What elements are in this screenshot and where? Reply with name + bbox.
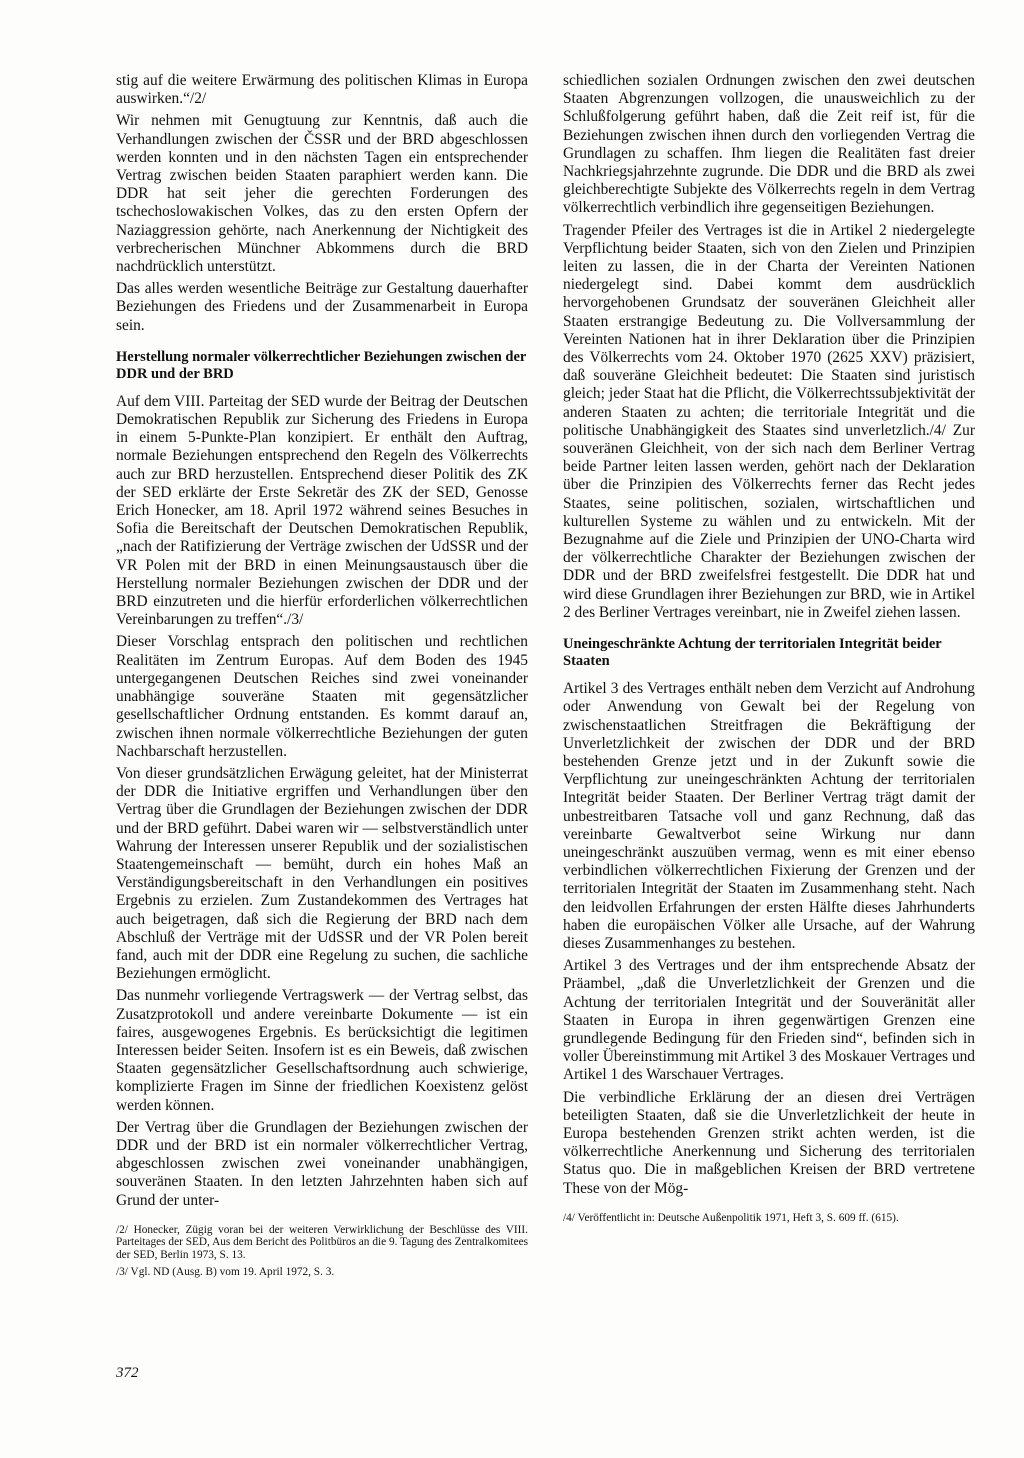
paragraph: schiedlichen sozialen Ordnungen zwischen den zwei deutschen Staaten Abgrenzungen vollzogen, die unausweichlich zu der Schlußfolgerung geführt haben, daß die Zeit reif ist, für die Beziehungen zwischen ihnen durch den vorliegenden Vertrag die Grundlagen zu schaffen. Ihm liegen die Realitäten fast dreier Nachkriegsjahrzehnte zugrunde. Die DDR und die BRD als zwei gleichberechtigte Subjekte des Völkerrechts regeln in dem Vertrag völkerrechtlich verbindlich ihre gegenseitigen Beziehungen.	[563, 72, 975, 217]
section-heading: Uneingeschränkte Achtung der territorialen Integrität beider Staaten	[563, 636, 942, 670]
paragraph: Die verbindliche Erklärung der an diesen drei Verträgen beteiligten Staaten, daß sie die Unverletzlichkeit der heute in Europa bestehenden Grenzen strikt achten werden, ist die völkerrechtliche Anerkennung und Sicherung des territorialen Status quo. Die in maßgeblichen Kreisen der BRD vertretene These von der Mög-	[563, 1088, 975, 1197]
section-heading: Herstellung normaler völkerrechtlicher Beziehungen zwischen der DDR und der BRD	[116, 348, 527, 382]
footnotes	[563, 1212, 975, 1225]
footnote-3: /3/ Vgl. ND (Ausg. B) vom 19. April 1972, S. 3.	[116, 1265, 335, 1278]
right-column	[563, 72, 975, 1228]
footnotes	[116, 1224, 528, 1278]
paragraph: Der Vertrag über die Grundlagen der Beziehungen zwischen der DDR und der BRD ist ein normaler völkerrechtlicher Vertrag, abgeschlossen zwischen zwei voneinander unabhängigen, souveränen Staaten. In den letzten Jahrzehnten haben sich auf Grund der unter-	[116, 1118, 528, 1209]
paragraph: Dieser Vorschlag entsprach den politischen und rechtlichen Realitäten im Zentrum Europas. Auf dem Boden des 1945 untergegangenen Deutschen Reiches sind zwei voneinander unabhängige souveräne Staaten mit gegensätzlicher gesellschaftlicher Ordnung entstanden. Es kommt darauf an, zwischen ihnen normale völkerrechtliche Beziehungen der guten Nachbarschaft herzustellen.	[116, 633, 528, 760]
paragraph: Das nunmehr vorliegende Vertragswerk — der Vertrag selbst, das Zusatzprotokoll und andere vereinbarte Dokumente — ist ein faires, ausgewogenes Ergebnis. Es berücksichtigt die legitimen Interessen beider Seiten. Insofern ist es ein Beweis, daß zwischen Staaten gegensätzlicher Gesellschaftsordnung auch schwierige, komplizierte Fragen im Sinne der friedlichen Koexistenz gelöst werden können.	[116, 987, 528, 1114]
paragraph: Von dieser grundsätzlichen Erwägung geleitet, hat der Ministerrat der DDR die Initiative ergriffen und Verhandlungen über den Vertrag über die Grundlagen der Beziehungen zwischen der DDR und der BRD geführt. Dabei waren wir — selbstverständlich unter Wahrung der Interessen unserer Republik und der sozialistischen Staatengemeinschaft — bemüht, durch ein hohes Maß an Verständigungsbereitschaft in den Verhandlungen ein positives Ergebnis zu erzielen. Zum Zustandekommen des Vertrages hat auch beigetragen, daß sich die Regierung der BRD nach dem Abschluß der Verträge mit der UdSSR und der VR Polen bereit fand, auch mit der DDR eine Regelung zu suchen, die sachliche Beziehungen ermöglicht.	[116, 764, 528, 983]
paragraph: Tragender Pfeiler des Vertrages ist die in Artikel 2 niedergelegte Verpflichtung beider Staaten, sich von den Zielen und Prinzipien leiten zu lassen, die in der Charta der Vereinten Nationen niedergelegt sind. Dabei kommt dem ausdrücklich hervorgehobenen Grundsatz der souveränen Gleichheit aller Staaten erstrangige Bedeutung zu. Die Vollversammlung der Vereinten Nationen hat in ihrer Deklaration über die Prinzipien des Völkerrechts vom 24. Oktober 1970 (2625 XXV) präzisiert, daß souveräne Gleichheit bedeutet: Die Staaten sind juristisch gleich; jeder Staat hat die Pflicht, die Völkerrechtssubjektivität der anderen Staaten zu achten; die territoriale Integrität und die politische Unabhängigkeit des Staates sind unverletzlich./4/ Zur souveränen Gleichheit, von der sich nach dem Berliner Vertrag beide Partner leiten lassen werden, gehört nach der Deklaration über die Prinzipien des Völkerrechts ferner das Recht jedes Staates, seine politischen, sozialen, wirtschaftlichen und kulturellen Systeme zu wählen und zu entwickeln. Mit der Bezugnahme auf die Ziele und Prinzipien der UNO-Charta wird der völkerrechtliche Charakter der Beziehungen zwischen der DDR und der BRD zweifelsfrei festgestellt. Die DDR hat und wird diese Grundlagen ihrer Beziehungen zur BRD, wie in Artikel 2 des Berliner Vertrages vereinbart, nie in Zweifel ziehen lassen.	[563, 221, 975, 621]
paragraph: Das alles werden wesentliche Beiträge zur Gestaltung dauerhafter Beziehungen des Friedens und der Zusammenarbeit in Europa sein.	[116, 280, 528, 334]
paragraph: stig auf die weitere Erwärmung des politischen Klimas in Europa auswirken.“/2/	[116, 72, 528, 108]
paragraph: Artikel 3 des Vertrages enthält neben dem Verzicht auf Androhung oder Anwendung von Gewalt bei der Regelung von zwischenstaatlichen Streitfragen die Bekräftigung der Unverletzlichkeit der zwischen der DDR und der BRD bestehenden Grenze jetzt und in der Zukunft sowie die Verpflichtung zur uneingeschränkten Achtung der territorialen Integrität beider Staaten. Der Berliner Vertrag trägt damit der unbestreitbaren Tatsache voll und ganz Rechnung, daß das vereinbarte Gewaltverbot seine Wirkung nur dann uneingeschränkt auszuüben vermag, wenn es mit einer ebenso verbindlichen völkerrechtlichen Fixierung der Grenzen und der territorialen Integrität der Staaten im Zusammenhang steht. Nach den leidvollen Erfahrungen der ersten Hälfte dieses Jahrhunderts haben die europäischen Völker alle Ursache, auf der Wahrung dieses Zusammenhanges zu bestehen.	[563, 680, 975, 952]
paragraph: Artikel 3 des Vertrages und der ihm entsprechende Absatz der Präambel, „daß die Unverletzlichkeit der Grenzen und die Achtung der territorialen Integrität und der Souveränität aller Staaten in Europa in ihren gegenwärtigen Grenzen eine grundlegende Bedingung für den Frieden sind“, befinden sich in voller Übereinstimmung mit Artikel 3 des Moskauer Vertrages und Artikel 1 des Warschauer Vertrages.	[563, 957, 975, 1084]
paragraph: Wir nehmen mit Genugtuung zur Kenntnis, daß auch die Verhandlungen zwischen der ČSSR und der BRD abgeschlossen werden konnten und in den nächsten Tagen ein entsprechender Vertrag zwischen beiden Staaten paraphiert werden kann. Die DDR hat seit jeher die gerechten Forderungen des tschechoslowakischen Volkes, das zu den ersten Opfern der Naziaggression gehörte, nach Anerkennung der Nichtigkeit des verbrecherischen Münchner Abkommens durch die BRD nachdrücklich unterstützt.	[116, 112, 528, 276]
paragraph: Auf dem VIII. Parteitag der SED wurde der Beitrag der Deutschen Demokratischen Republik zur Sicherung des Friedens in Europa in einem 5-Punkte-Plan konzipiert. Er enthält den Auftrag, normale Beziehungen entsprechend den Regeln des Völkerrechts auch zur BRD herzustellen. Entsprechend dieser Politik des ZK der SED erklärte der Erste Sekretär des ZK der SED, Genosse Erich Honecker, am 18. April 1972 während seines Besuches in Sofia die Bereitschaft der Deutschen Demokratischen Republik, „nach der Ratifizierung der Verträge zwischen der UdSSR und der VR Polen mit der BRD in einen Meinungsaustausch über die Herstellung normaler Beziehungen zwischen der DDR und der BRD einzutreten und die hierfür erforderlichen völkerrechtlichen Vereinbarungen zu treffen“./3/	[116, 392, 528, 629]
footnote-2: /2/ Honecker, Zügig voran bei der weiteren Verwirklichung der Beschlüsse des VIII. Parteitages der SED, Aus dem Bericht des Politbüros an die 9. Tagung des Zentralkomitees der SED, Berlin 1973, S. 13.	[116, 1223, 528, 1261]
page-number: 372	[116, 1365, 139, 1381]
left-column	[116, 72, 528, 1282]
footnote-4: /4/ Veröffentlicht in: Deutsche Außenpolitik 1971, Heft 3, S. 609 ff. (615).	[563, 1211, 899, 1224]
